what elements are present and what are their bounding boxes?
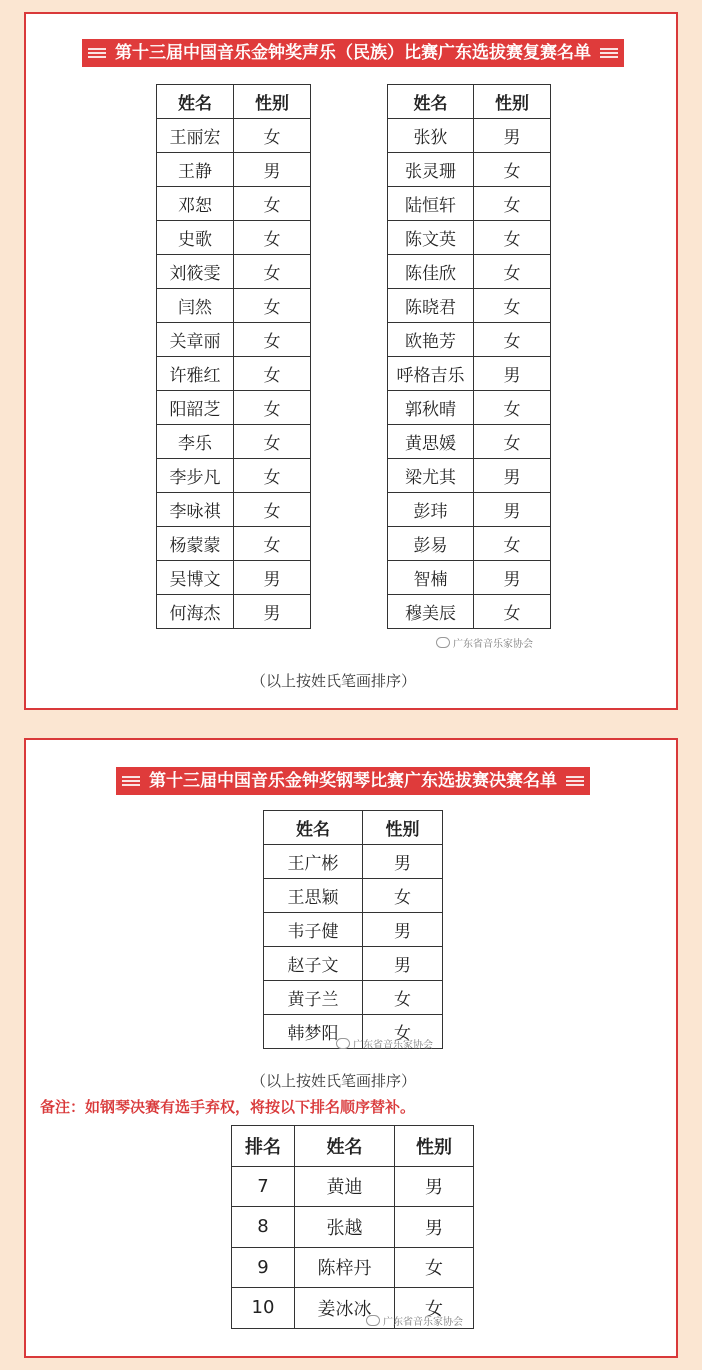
cell-gender: 女 (234, 391, 311, 425)
cell-gender: 女 (234, 527, 311, 561)
cell-name: 韩梦阳 (264, 1015, 363, 1049)
table-header-row (264, 811, 443, 845)
table-row (157, 153, 311, 187)
cell-gender: 男 (395, 1207, 474, 1248)
banner-deco-left (122, 776, 140, 786)
table-row (157, 255, 311, 289)
cell-gender: 女 (363, 981, 443, 1015)
section2-title-banner (116, 767, 590, 795)
cell-gender: 女 (234, 187, 311, 221)
cell-gender: 男 (363, 913, 443, 947)
section2-card (24, 738, 678, 1358)
cell-gender: 女 (474, 527, 551, 561)
cell-name: 陆恒轩 (388, 187, 474, 221)
table-row (264, 845, 443, 879)
cell-name: 陈晓君 (388, 289, 474, 323)
table-row (388, 561, 551, 595)
banner-deco-right (566, 776, 584, 786)
table-row (388, 527, 551, 561)
table-row (157, 595, 311, 629)
cell-name: 黄子兰 (264, 981, 363, 1015)
cell-name: 陈文英 (388, 221, 474, 255)
table-row (157, 289, 311, 323)
cell-name: 刘筱雯 (157, 255, 234, 289)
cell-gender: 女 (474, 425, 551, 459)
cell-name: 杨蒙蒙 (157, 527, 234, 561)
cell-gender: 女 (234, 357, 311, 391)
table-header-row (388, 85, 551, 119)
table-row (388, 357, 551, 391)
cell-name: 黄思媛 (388, 425, 474, 459)
cell-name: 彭易 (388, 527, 474, 561)
cell-gender: 女 (395, 1247, 474, 1288)
cell-name: 陈佳欣 (388, 255, 474, 289)
table-row (157, 221, 311, 255)
cell-gender: 女 (234, 221, 311, 255)
cell-gender: 男 (474, 119, 551, 153)
header-gender: 性别 (474, 85, 551, 119)
cell-name: 王丽宏 (157, 119, 234, 153)
table-row (232, 1207, 474, 1248)
cell-name: 韦子健 (264, 913, 363, 947)
cell-gender: 女 (474, 391, 551, 425)
table-row (157, 119, 311, 153)
cell-rank: 9 (232, 1247, 295, 1288)
cell-name: 张灵珊 (388, 153, 474, 187)
sort-note: （以上按姓氏笔画排序） (251, 672, 417, 690)
cell-gender: 女 (395, 1288, 474, 1329)
watermark-text: 广东省音乐家协会 (453, 639, 533, 650)
cell-gender: 女 (363, 879, 443, 913)
table-row (388, 459, 551, 493)
wechat-icon (366, 1315, 380, 1326)
table-row (157, 187, 311, 221)
cell-gender: 女 (474, 323, 551, 357)
cell-name: 邓恕 (157, 187, 234, 221)
section1-title: 第十三届中国音乐金钟奖声乐（民族）比赛广东选拔赛复赛名单 (115, 43, 591, 63)
cell-gender: 女 (234, 119, 311, 153)
cell-gender: 男 (234, 153, 311, 187)
cell-gender: 女 (474, 595, 551, 629)
table-row (157, 323, 311, 357)
header-gender: 性别 (363, 811, 443, 845)
table-row (264, 947, 443, 981)
table-row (157, 459, 311, 493)
watermark (366, 1313, 463, 1328)
watermark (436, 635, 533, 650)
header-name: 姓名 (388, 85, 474, 119)
cell-gender: 男 (474, 561, 551, 595)
cell-gender: 女 (474, 187, 551, 221)
table-row (264, 981, 443, 1015)
cell-name: 欧艳芳 (388, 323, 474, 357)
cell-name: 张狄 (388, 119, 474, 153)
table-header-row (232, 1126, 474, 1167)
header-name: 姓名 (157, 85, 234, 119)
cell-gender: 女 (234, 289, 311, 323)
cell-gender: 男 (363, 947, 443, 981)
cell-gender: 女 (474, 289, 551, 323)
table-row (388, 391, 551, 425)
cell-name: 闫然 (157, 289, 234, 323)
table-row (157, 391, 311, 425)
cell-name: 穆美辰 (388, 595, 474, 629)
cell-name: 李步凡 (157, 459, 234, 493)
table-row (232, 1166, 474, 1207)
cell-name: 吴博文 (157, 561, 234, 595)
cell-gender: 女 (234, 425, 311, 459)
cell-gender: 女 (234, 493, 311, 527)
cell-name: 阳韶芝 (157, 391, 234, 425)
section1-title-banner (82, 39, 624, 67)
cell-gender: 男 (234, 561, 311, 595)
section1-card (24, 12, 678, 710)
cell-gender: 女 (363, 1015, 443, 1049)
section2-title: 第十三届中国音乐金钟奖钢琴比赛广东选拔赛决赛名单 (149, 771, 557, 791)
cell-name: 李咏祺 (157, 493, 234, 527)
cell-name: 黄迪 (295, 1166, 395, 1207)
table-row (388, 153, 551, 187)
cell-gender: 男 (395, 1166, 474, 1207)
table-row (388, 119, 551, 153)
section1-right-table (387, 84, 551, 629)
cell-gender: 男 (474, 459, 551, 493)
table-row (264, 913, 443, 947)
banner-deco-left (88, 48, 106, 58)
table-row (264, 879, 443, 913)
cell-gender: 女 (474, 153, 551, 187)
cell-gender: 男 (234, 595, 311, 629)
cell-gender: 女 (234, 323, 311, 357)
table-row (157, 493, 311, 527)
table-row (388, 323, 551, 357)
cell-gender: 男 (474, 357, 551, 391)
section1-left-table (156, 84, 311, 629)
cell-name: 李乐 (157, 425, 234, 459)
cell-name: 彭玮 (388, 493, 474, 527)
table-header-row (157, 85, 311, 119)
table-row (157, 357, 311, 391)
header-rank: 排名 (232, 1126, 295, 1167)
table-row (388, 493, 551, 527)
sort-note: （以上按姓氏笔画排序） (251, 1072, 417, 1090)
header-gender: 性别 (395, 1126, 474, 1167)
cell-name: 郭秋晴 (388, 391, 474, 425)
substitute-table (231, 1125, 474, 1329)
table-row (388, 255, 551, 289)
header-name: 姓名 (264, 811, 363, 845)
cell-rank: 10 (232, 1288, 295, 1329)
cell-name: 张越 (295, 1207, 395, 1248)
section2-table (263, 810, 443, 1049)
cell-gender: 男 (474, 493, 551, 527)
wechat-icon (336, 1038, 350, 1049)
cell-name: 何海杰 (157, 595, 234, 629)
table-row (388, 289, 551, 323)
table-row (388, 221, 551, 255)
cell-gender: 女 (474, 221, 551, 255)
banner-deco-right (600, 48, 618, 58)
table-row (232, 1247, 474, 1288)
table-row (157, 561, 311, 595)
header-name: 姓名 (295, 1126, 395, 1167)
watermark-text: 广东省音乐家协会 (353, 1040, 433, 1051)
cell-gender: 女 (474, 255, 551, 289)
wechat-icon (436, 637, 450, 648)
cell-name: 关章丽 (157, 323, 234, 357)
table-row (157, 425, 311, 459)
cell-name: 王广彬 (264, 845, 363, 879)
cell-name: 智楠 (388, 561, 474, 595)
watermark-text: 广东省音乐家协会 (383, 1317, 463, 1328)
cell-rank: 8 (232, 1207, 295, 1248)
cell-name: 梁尤其 (388, 459, 474, 493)
watermark (336, 1036, 433, 1051)
cell-name: 许雅红 (157, 357, 234, 391)
table-row (388, 187, 551, 221)
cell-name: 赵子文 (264, 947, 363, 981)
cell-name: 姜冰冰 (295, 1288, 395, 1329)
cell-name: 王思颖 (264, 879, 363, 913)
cell-gender: 女 (234, 255, 311, 289)
cell-name: 史歌 (157, 221, 234, 255)
header-gender: 性别 (234, 85, 311, 119)
cell-gender: 女 (234, 459, 311, 493)
cell-rank: 7 (232, 1166, 295, 1207)
cell-gender: 男 (363, 845, 443, 879)
substitute-remark: 备注：如钢琴决赛有选手弃权，将按以下排名顺序替补。 (40, 1098, 416, 1116)
table-row (388, 595, 551, 629)
cell-name: 陈梓丹 (295, 1247, 395, 1288)
table-row (388, 425, 551, 459)
cell-name: 王静 (157, 153, 234, 187)
table-row (157, 527, 311, 561)
cell-name: 呼格吉乐 (388, 357, 474, 391)
